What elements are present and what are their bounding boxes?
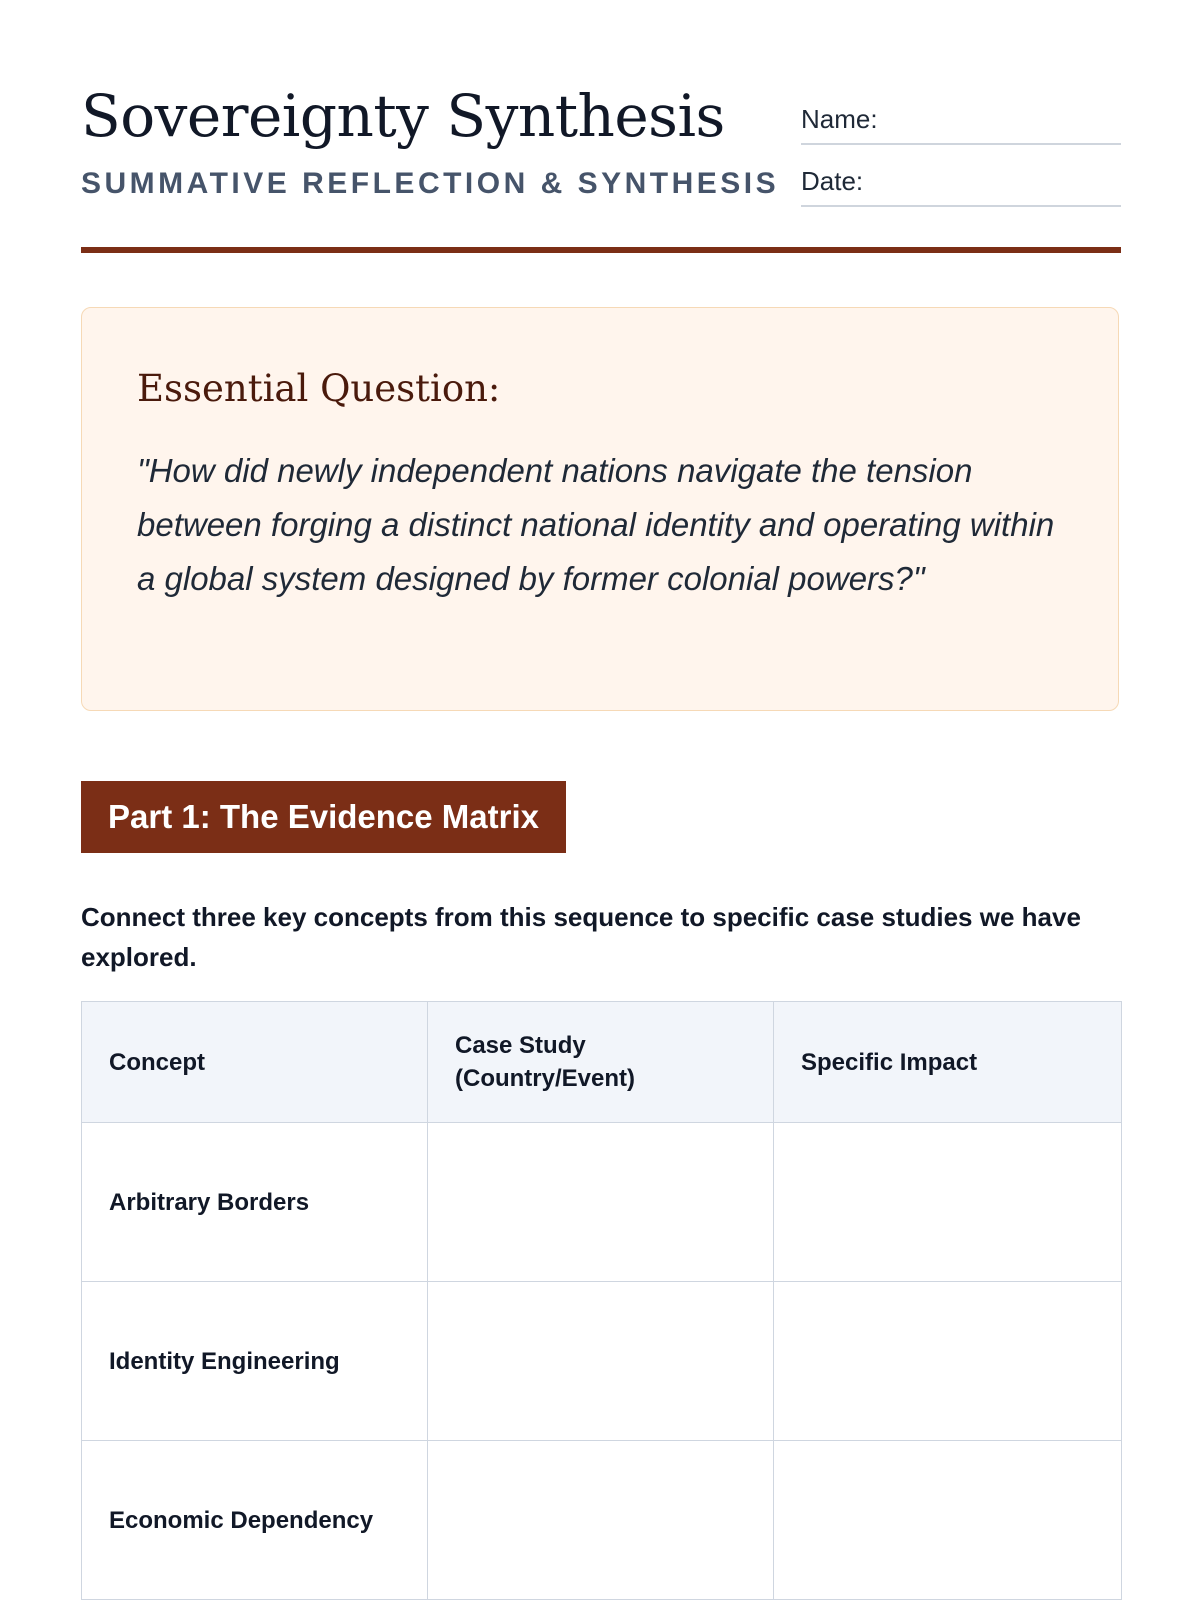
header-divider [81,247,1121,253]
page-title: Sovereignty Synthesis [81,82,725,150]
essential-question-card [81,307,1119,711]
name-field[interactable] [801,100,1121,145]
date-field-label: Date: [801,166,864,196]
part-1-heading: Part 1: The Evidence Matrix [81,781,566,853]
specific-impact-cell[interactable] [774,1441,1122,1600]
essential-question-text: "How did newly independent nations navigate the tension between forging a distinct national identity and operating within a global system designed by former colonial powers?" [137,452,1055,597]
essential-question-heading: Essential Question: [137,367,501,410]
worksheet-page [81,0,1121,1600]
specific-impact-cell[interactable] [774,1123,1122,1282]
student-info-fields [801,100,1121,224]
case-study-cell[interactable] [428,1123,774,1282]
column-header-specific-impact: Specific Impact [774,1002,1122,1123]
column-header-case-study: Case Study (Country/Event) [428,1002,774,1123]
date-field[interactable] [801,162,1121,207]
table-header-row [82,1002,1122,1123]
table-row [82,1123,1122,1282]
case-study-cell[interactable] [428,1441,774,1600]
table-row [82,1282,1122,1441]
part-1-instructions: Connect three key concepts from this sequence to specific case studies we have explored. [81,902,1081,972]
specific-impact-cell[interactable] [774,1282,1122,1441]
concept-cell: Arbitrary Borders [82,1123,428,1282]
page-subtitle: SUMMATIVE REFLECTION & SYNTHESIS [81,167,780,200]
case-study-cell[interactable] [428,1282,774,1441]
evidence-matrix-table [81,1001,1122,1600]
table-row [82,1441,1122,1600]
concept-cell: Identity Engineering [82,1282,428,1441]
column-header-concept: Concept [82,1002,428,1123]
name-field-label: Name: [801,104,878,134]
concept-cell: Economic Dependency [82,1441,428,1600]
